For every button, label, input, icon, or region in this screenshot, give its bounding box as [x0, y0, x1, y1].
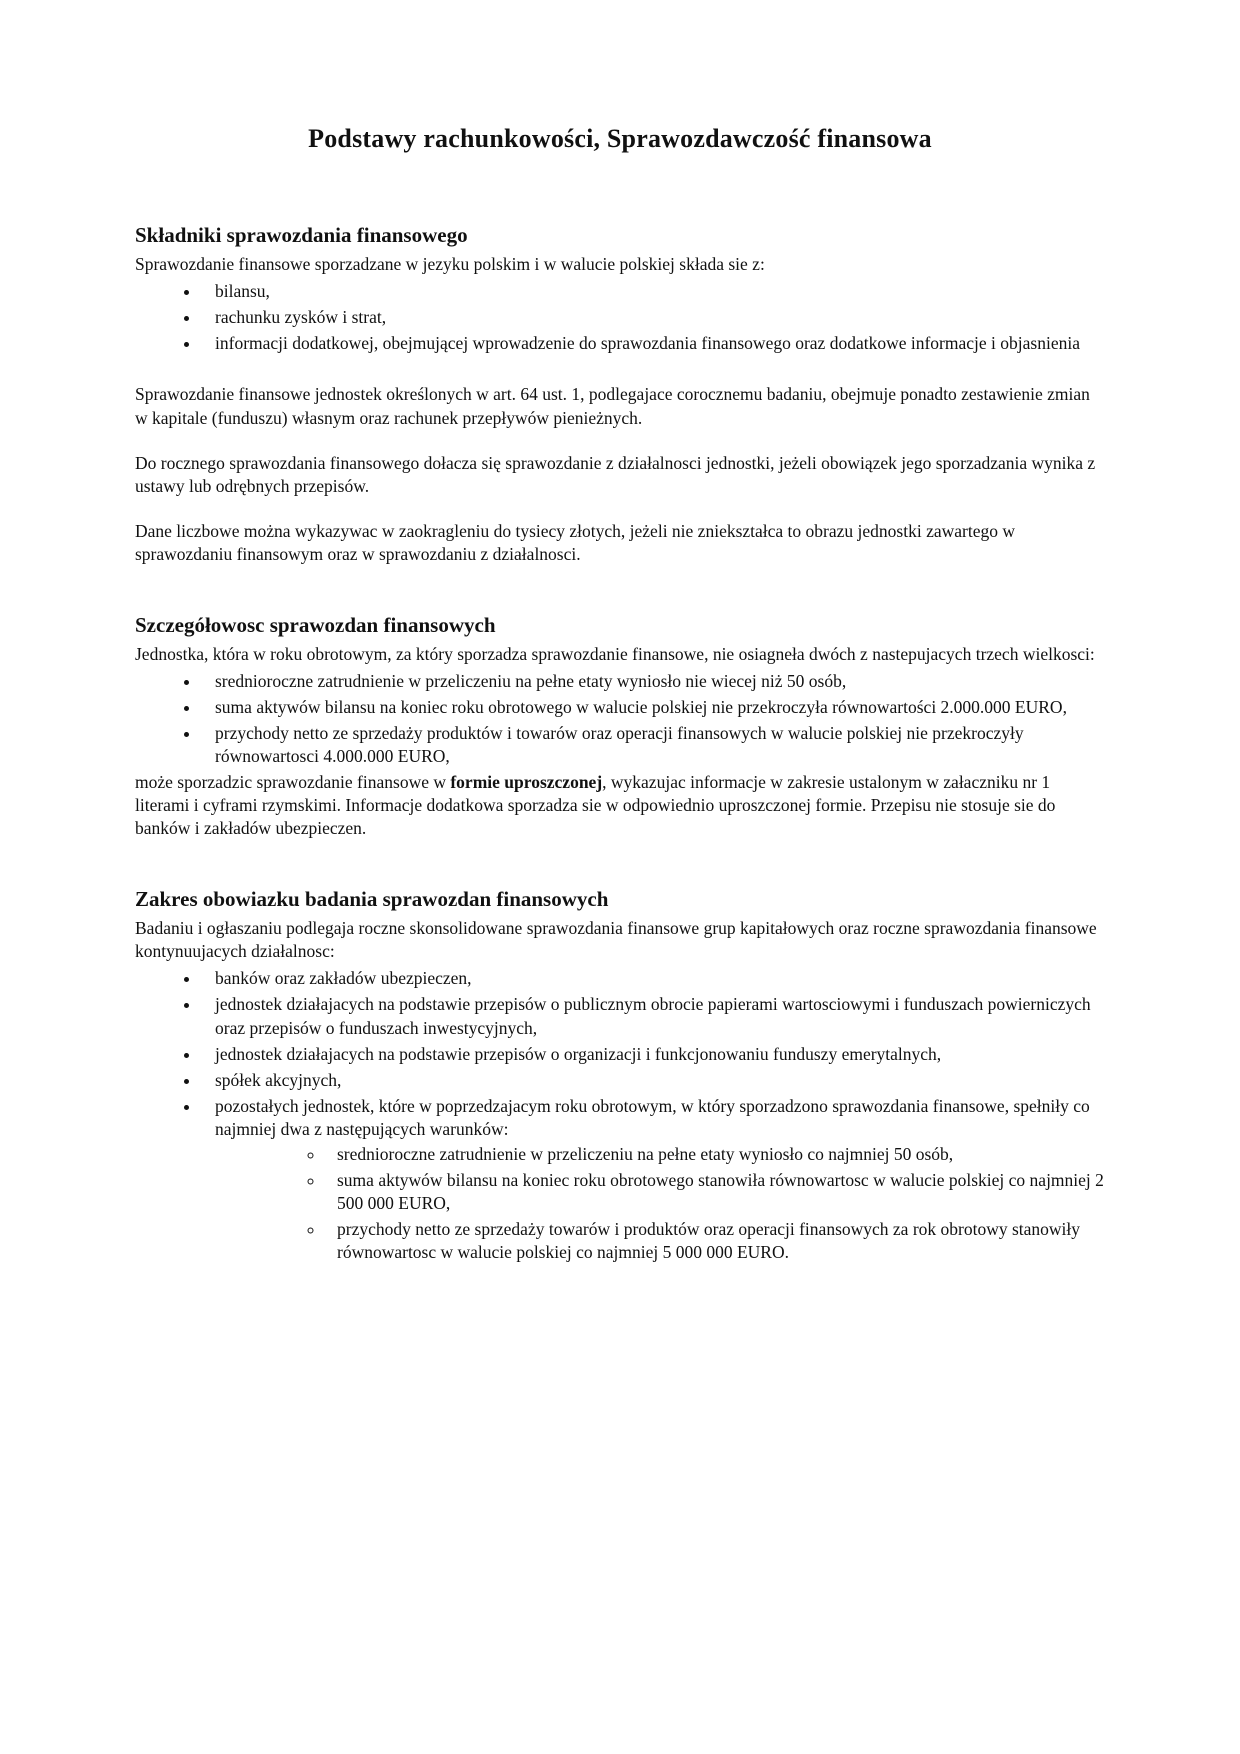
document-title: Podstawy rachunkowości, Sprawozdawczość finansowa	[308, 124, 932, 153]
section-heading: Składniki sprawozdania finansowego	[135, 223, 468, 248]
list-item: • rachunku zysków i strat,	[201, 306, 1105, 329]
bullet-list	[135, 967, 1105, 1264]
section-heading: Szczegółowosc sprawozdan finansowych	[135, 612, 496, 637]
paragraph: Do rocznego sprawozdania finansowego dołacza się sprawozdanie z działalnosci jednostki, jeżeli obowiązek jego sporzadzania wynika z ustawy lub odrębnych przepisów.	[135, 452, 1096, 496]
paragraph-with-bold	[135, 771, 1105, 840]
section-zakres	[135, 886, 1105, 1264]
list-item: • banków oraz zakładów ubezpieczen,	[201, 967, 1105, 990]
sub-list-item: ◦ suma aktywów bilansu na koniec roku obrotowego stanowiła równowartosc w walucie polskiej co najmniej 2 500 000 EURO,	[325, 1169, 1105, 1215]
section-intro: Jednostka, która w roku obrotowym, za który sporzadza sprawozdanie finansowe, nie osiagneła dwóch z nastepujacych trzech wielkosci:	[135, 643, 1095, 664]
section-szczegolowosc	[135, 612, 1105, 840]
list-item: • jednostek działajacych na podstawie przepisów o organizacji i funkcjonowaniu funduszy emerytalnych,	[201, 1043, 1105, 1066]
list-item: • spółek akcyjnych,	[201, 1069, 1105, 1092]
sub-list-item: ◦ srednioroczne zatrudnienie w przeliczeniu na pełne etaty wyniosło co najmniej 50 osób,	[325, 1143, 1105, 1166]
outro-pre: może sporzadzic sprawozdanie finansowe w	[135, 772, 451, 793]
list-item: • srednioroczne zatrudnienie w przeliczeniu na pełne etaty wyniosło nie wiecej niż 50 osób,	[201, 670, 1105, 693]
outro-post: , wykazujac informacje w zakresie ustalonym w załaczniku nr 1 literami i cyframi rzymskimi. Informacje dodatkowa sporzadza sie w odpowiednio uproszczonej formie. Przepisu nie stosuje sie do banków i zakładów ubezpieczen.	[135, 772, 1056, 839]
section-skladniki	[135, 222, 1105, 566]
list-item: • bilansu,	[201, 280, 1105, 303]
section-heading: Zakres obowiazku badania sprawozdan finansowych	[135, 887, 609, 912]
outro-bold: formie uproszczonej	[450, 772, 603, 793]
paragraph: Sprawozdanie finansowe jednostek określonych w art. 64 ust. 1, podlegajace corocznemu badaniu, obejmuje ponadto zestawienie zmian w kapitale (funduszu) własnym oraz rachunek przepływów pienieżnych.	[135, 384, 1090, 428]
paragraph: Dane liczbowe można wykazywac w zaokragleniu do tysiecy złotych, jeżeli nie zniekształca to obrazu jednostki zawartego w sprawozdaniu finansowym oraz w sprawozdaniu z działalnosci.	[135, 520, 1015, 564]
list-item: • przychody netto ze sprzedaży produktów i towarów oraz operacji finansowych w walucie polskiej nie przekroczyły równowartosci 4.000.000 EURO,	[201, 722, 1105, 768]
bullet-list	[135, 280, 1105, 355]
sub-list-item: ◦ przychody netto ze sprzedaży towarów i produktów oraz operacji finansowych za rok obrotowy stanowiły równowartosc w walucie polskiej co najmniej 5 000 000 EURO.	[325, 1218, 1105, 1264]
sub-bullet-list	[215, 1143, 1105, 1264]
list-item: • jednostek działajacych na podstawie przepisów o publicznym obrocie papierami wartosciowymi i funduszach powierniczych oraz przepisów o funduszach inwestycyjnych,	[201, 993, 1105, 1039]
bullet-list	[135, 670, 1105, 768]
list-item-text: pozostałych jednostek, które w poprzedzajacym roku obrotowym, w który sporzadzono sprawozdania finansowe, spełniły co najmniej dwa z następujących warunków:	[215, 1095, 1090, 1139]
list-item	[201, 1095, 1105, 1265]
list-item: • suma aktywów bilansu na koniec roku obrotowego w walucie polskiej nie przekroczyła równowartości 2.000.000 EURO,	[201, 696, 1105, 719]
section-intro: Sprawozdanie finansowe sporzadzane w jezyku polskim i w walucie polskiej składa sie z:	[135, 254, 765, 275]
section-intro: Badaniu i ogłaszaniu podlegaja roczne skonsolidowane sprawozdania finansowe grup kapitałowych oraz roczne sprawozdania finansowe kontynuujacych działalnosc:	[135, 918, 1097, 962]
list-item: • informacji dodatkowej, obejmującej wprowadzenie do sprawozdania finansowego oraz dodatkowe informacje i objasnienia	[201, 332, 1105, 355]
